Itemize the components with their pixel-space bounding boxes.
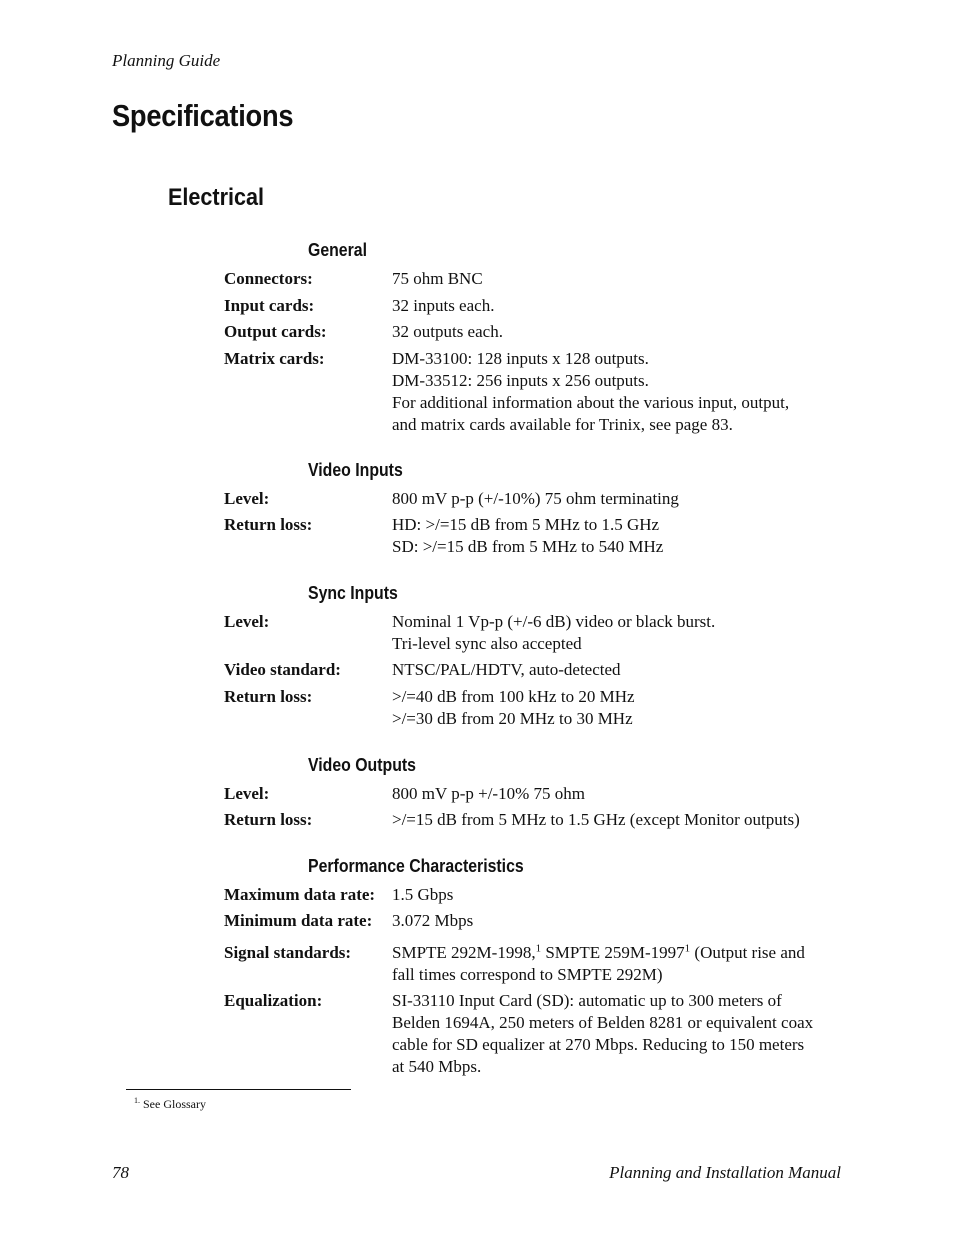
footnote-marker[interactable]: 1	[535, 942, 542, 955]
spec-label: Level:	[224, 784, 270, 803]
spec-value-line: For additional information about the various input, output,	[392, 393, 790, 412]
footnote-number: 1.	[134, 1096, 140, 1105]
spec-label: Return loss:	[224, 687, 313, 706]
spec-value-line: 800 mV p-p +/-10% 75 ohm	[392, 784, 585, 803]
spec-value-text: SMPTE 292M-1998,	[392, 943, 536, 962]
spec-value-text: (Output rise and	[690, 943, 805, 962]
section-title: Electrical	[168, 184, 265, 211]
spec-value-line: 75 ohm BNC	[392, 269, 483, 288]
spec-label: Return loss:	[224, 810, 313, 829]
spec-value-line: HD: >/=15 dB from 5 MHz to 1.5 GHz	[392, 515, 660, 534]
spec-label: Connectors:	[224, 269, 313, 288]
spec-value	[392, 783, 852, 805]
footer-title: Planning and Installation Manual	[609, 1163, 841, 1182]
spec-label: Matrix cards:	[224, 349, 325, 368]
subsection-general-heading: General	[308, 240, 368, 260]
spec-value-line: Belden 1694A, 250 meters of Belden 8281 or equivalent coax	[392, 1013, 814, 1032]
subsection-performance-heading: Performance Characteristics	[308, 856, 524, 876]
spec-value	[392, 295, 852, 317]
spec-value	[392, 611, 852, 655]
spec-value-text: and matrix cards available for Trinix, see	[392, 415, 676, 434]
spec-value-line: >/=40 dB from 100 kHz to 20 MHz	[392, 687, 635, 706]
spec-label: Equalization:	[224, 991, 323, 1010]
spec-label: Return loss:	[224, 515, 313, 534]
spec-label: Input cards:	[224, 296, 315, 315]
spec-value	[392, 686, 852, 730]
spec-value-line: fall times correspond to SMPTE 292M)	[392, 965, 663, 984]
running-head: Planning Guide	[112, 51, 221, 70]
spec-value	[392, 910, 852, 932]
spec-value-line: 3.072 Mbps	[392, 911, 474, 930]
spec-value-line: SD: >/=15 dB from 5 MHz to 540 MHz	[392, 537, 664, 556]
footnote	[134, 1097, 206, 1112]
spec-value	[392, 268, 852, 290]
subsection-sync-inputs-heading: Sync Inputs	[308, 583, 398, 603]
subsection-video-outputs-heading: Video Outputs	[308, 755, 416, 775]
spec-value	[392, 884, 852, 906]
spec-label: Maximum data rate:	[224, 885, 376, 904]
spec-value-line: at 540 Mbps.	[392, 1057, 482, 1076]
footnote-marker[interactable]: 1	[684, 942, 691, 955]
footnote-divider	[126, 1089, 351, 1090]
spec-value-line: DM-33512: 256 inputs x 256 outputs.	[392, 371, 649, 390]
spec-label: Minimum data rate:	[224, 911, 373, 930]
spec-value-line: 800 mV p-p (+/-10%) 75 ohm terminating	[392, 489, 679, 508]
page-number: 78	[112, 1163, 129, 1182]
spec-value-text: SMPTE 259M-1997	[541, 943, 685, 962]
spec-label: Level:	[224, 489, 270, 508]
spec-value	[392, 659, 852, 681]
spec-label: Video standard:	[224, 660, 341, 679]
page-title: Specifications	[112, 98, 294, 133]
spec-value	[392, 514, 852, 558]
spec-value-line	[392, 942, 852, 964]
spec-value-line: >/=15 dB from 5 MHz to 1.5 GHz (except Monitor outputs)	[392, 810, 800, 829]
spec-value-line: 1.5 Gbps	[392, 885, 454, 904]
spec-label: Signal standards:	[224, 943, 352, 962]
spec-value-line: >/=30 dB from 20 MHz to 30 MHz	[392, 709, 633, 728]
spec-value-line: 32 outputs each.	[392, 322, 503, 341]
spec-value-line: Nominal 1 Vp-p (+/-6 dB) video or black burst.	[392, 612, 716, 631]
spec-value-line: DM-33100: 128 inputs x 128 outputs.	[392, 349, 649, 368]
spec-value	[392, 348, 852, 436]
spec-value	[392, 809, 852, 831]
spec-value-line: SI-33110 Input Card (SD): automatic up to 300 meters of	[392, 991, 782, 1010]
subsection-video-inputs-heading: Video Inputs	[308, 460, 403, 480]
spec-value-text: .	[728, 415, 733, 434]
spec-value-line	[392, 414, 852, 436]
page-reference-link[interactable]: page 83	[675, 415, 729, 434]
spec-value-line: Tri-level sync also accepted	[392, 634, 582, 653]
footnote-text: See Glossary	[140, 1097, 206, 1111]
spec-value-line: NTSC/PAL/HDTV, auto-detected	[392, 660, 621, 679]
spec-value	[392, 990, 852, 1078]
spec-value-line: cable for SD equalizer at 270 Mbps. Reducing to 150 meters	[392, 1035, 805, 1054]
spec-value	[392, 488, 852, 510]
spec-value-line: 32 inputs each.	[392, 296, 495, 315]
spec-value	[392, 321, 852, 343]
spec-value	[392, 942, 852, 986]
spec-label: Level:	[224, 612, 270, 631]
spec-label: Output cards:	[224, 322, 327, 341]
